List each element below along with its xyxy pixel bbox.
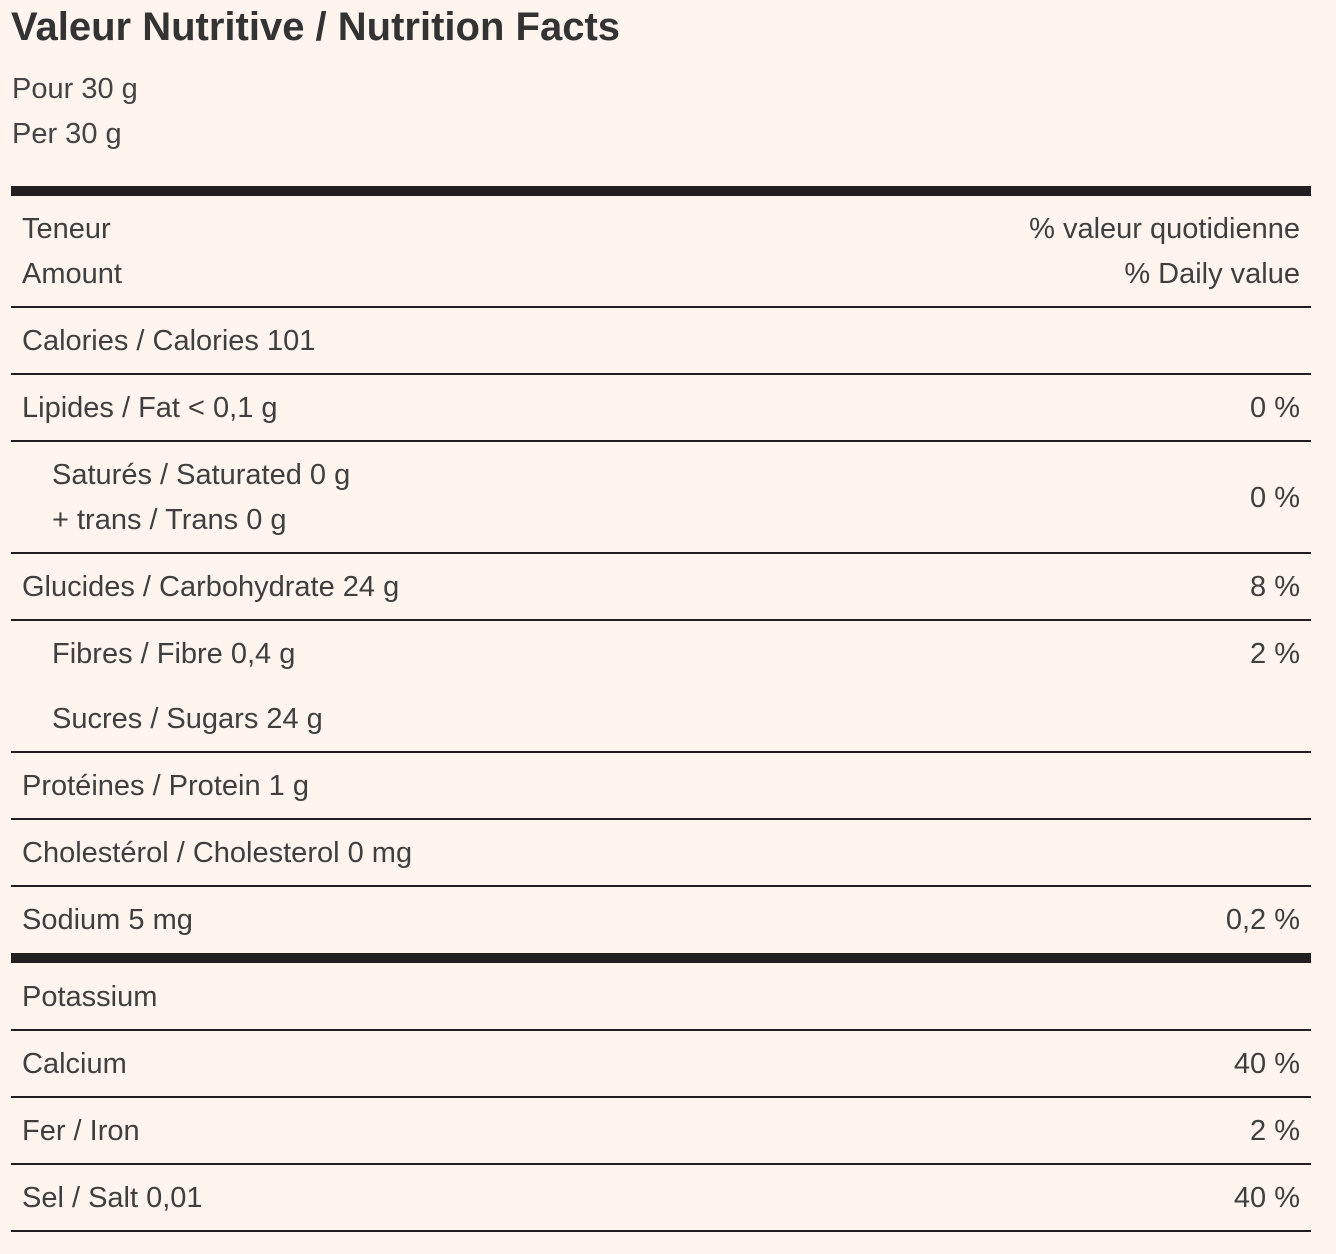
fat-daily-value: 0 % bbox=[1250, 392, 1300, 424]
calcium-daily-value: 40 % bbox=[1233, 1048, 1300, 1080]
divider bbox=[11, 619, 1311, 621]
trans-label: + trans / Trans 0 g bbox=[52, 504, 287, 536]
fibre-daily-value: 2 % bbox=[1250, 638, 1300, 670]
amount-header-en: Amount bbox=[22, 258, 122, 290]
carbohydrate-label: Glucides / Carbohydrate 24 g bbox=[22, 571, 400, 603]
divider bbox=[11, 440, 1311, 442]
amount-header-fr: Teneur bbox=[22, 213, 111, 245]
calories-label: Calories / Calories 101 bbox=[22, 325, 316, 357]
divider bbox=[11, 1163, 1311, 1165]
serving-size-fr: Pour 30 g bbox=[12, 73, 138, 105]
divider bbox=[11, 1029, 1311, 1031]
thick-divider bbox=[11, 186, 1311, 196]
divider bbox=[11, 306, 1311, 308]
salt-label: Sel / Salt 0,01 bbox=[22, 1182, 203, 1214]
fat-label: Lipides / Fat < 0,1 g bbox=[22, 392, 278, 424]
divider bbox=[11, 552, 1311, 554]
daily-value-header-fr: % valeur quotidienne bbox=[1029, 213, 1300, 245]
daily-value-header-en: % Daily value bbox=[1124, 258, 1300, 290]
protein-label: Protéines / Protein 1 g bbox=[22, 770, 309, 802]
calcium-label: Calcium bbox=[22, 1048, 127, 1080]
carbohydrate-daily-value: 8 % bbox=[1250, 571, 1300, 603]
sugars-label: Sucres / Sugars 24 g bbox=[52, 703, 323, 735]
iron-label: Fer / Iron bbox=[22, 1115, 140, 1147]
serving-size-en: Per 30 g bbox=[12, 118, 122, 150]
divider bbox=[11, 885, 1311, 887]
divider bbox=[11, 1230, 1311, 1232]
potassium-label: Potassium bbox=[22, 981, 158, 1013]
fibre-label: Fibres / Fibre 0,4 g bbox=[52, 638, 296, 670]
divider bbox=[11, 373, 1311, 375]
saturated-label: Saturés / Saturated 0 g bbox=[52, 459, 351, 491]
divider bbox=[11, 1096, 1311, 1098]
divider bbox=[11, 818, 1311, 820]
saturated-trans-daily-value: 0 % bbox=[1250, 482, 1300, 514]
page-title: Valeur Nutritive / Nutrition Facts bbox=[11, 5, 621, 49]
sodium-daily-value: 0,2 % bbox=[1225, 904, 1300, 936]
sodium-label: Sodium 5 mg bbox=[22, 904, 193, 936]
divider bbox=[11, 751, 1311, 753]
iron-daily-value: 2 % bbox=[1250, 1115, 1300, 1147]
salt-daily-value: 40 % bbox=[1233, 1182, 1300, 1214]
thick-divider bbox=[11, 953, 1311, 963]
cholesterol-label: Cholestérol / Cholesterol 0 mg bbox=[22, 837, 413, 869]
